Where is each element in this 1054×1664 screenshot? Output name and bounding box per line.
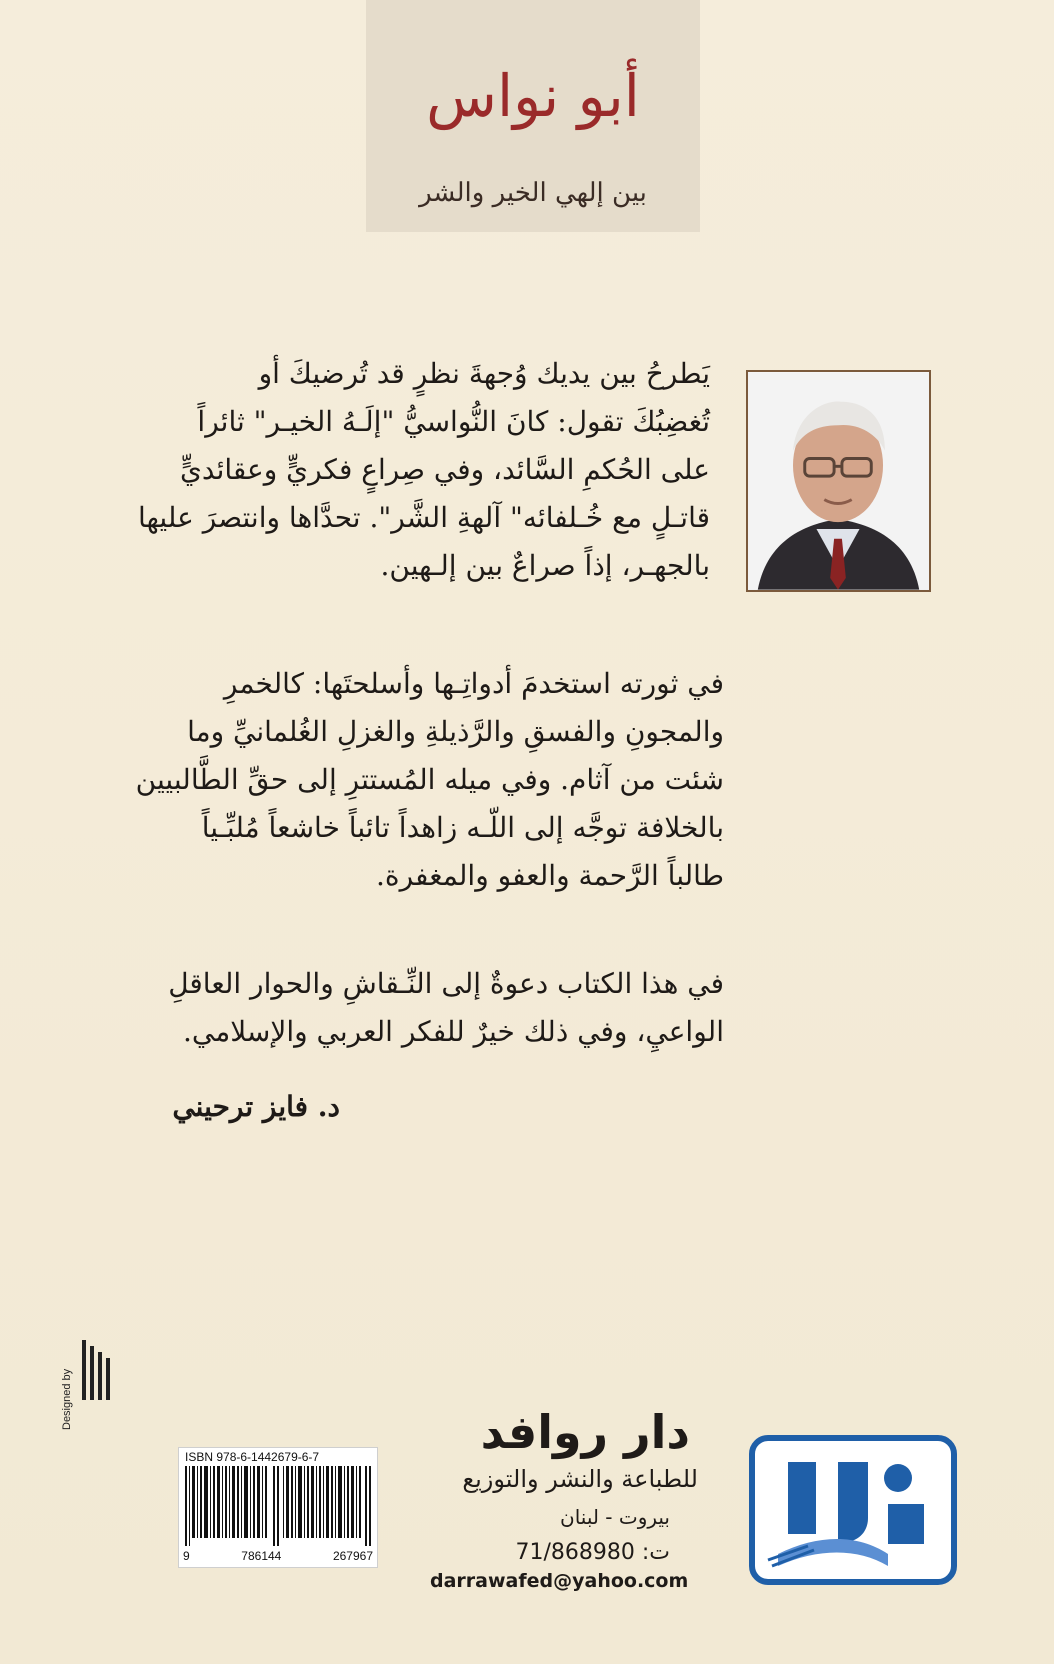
publisher-city: بيروت - لبنان	[560, 1505, 670, 1529]
isbn-label: ISBN 978-6-1442679-6-7	[185, 1450, 320, 1464]
publisher-logo	[748, 1434, 958, 1586]
blurb-paragraph-1	[137, 350, 710, 590]
blurb-line: يَطرحُ بين يديك وُجهةَ نظرٍ قد تُرضيكَ أو	[258, 357, 710, 390]
isbn-barcode	[178, 1447, 378, 1568]
publisher-tagline: للطباعة والنشر والتوزيع	[462, 1465, 698, 1493]
title-panel	[366, 0, 700, 232]
blurb-line: والمجونِ والفسقِ والرَّذيلةِ والغزلِ الغُلمانيِّ وما	[187, 715, 724, 748]
designer-logo-icon	[50, 1320, 120, 1440]
blurb-line: الواعيِ، وفي ذلك خيرٌ للفكر العربي والإسلامي.	[182, 1015, 724, 1048]
barcode-digits-right: 267967	[332, 1549, 373, 1563]
designer-credit	[50, 1320, 120, 1440]
barcode-digits-left: 786144	[241, 1549, 282, 1563]
book-title: أبو نواس	[426, 62, 640, 130]
publisher-name: دار روافد	[480, 1405, 690, 1459]
blurb-line: طالباً الرَّحمة والعفو والمغفرة.	[376, 859, 724, 892]
blurb-line: على الحُكمِ السَّائد، وفي صِراعٍ فكريٍّ وعقائديٍّ	[179, 453, 710, 486]
author-portrait-icon	[748, 372, 929, 590]
publisher-email: darrawafed@yahoo.com	[430, 1570, 689, 1592]
barcode-digits	[183, 1549, 373, 1563]
blurb-line: شئت من آثام. وفي ميله المُستترِ إلى حقِّ الطَّالبيين	[135, 763, 724, 796]
book-subtitle: بين إلهي الخير والشر	[419, 178, 647, 208]
author-photo	[746, 370, 931, 592]
barcode-digit-prefix: 9	[183, 1549, 190, 1563]
blurb-line: بالجهـر، إذاً صراعٌ بين إلـهين.	[380, 549, 710, 582]
barcode-icon	[185, 1466, 371, 1546]
blurb-line: قاتـلٍ مع خُـلفائه" آلهةِ الشَّر". تحدَّاها وانتصرَ عليها	[137, 501, 710, 534]
publisher-phone: ت: 71/868980	[515, 1540, 670, 1565]
blurb-line: تُغضِبُكَ تقول: كانَ النُّواسيُّ "إلَـهُ الخيـر" ثائراً	[197, 405, 710, 438]
author-signature: د. فايز ترحيني	[172, 1090, 340, 1123]
blurb-line: في ثورته استخدمَ أدواتِـها وأسلحتَها: كالخمرِ	[223, 667, 724, 700]
blurb-paragraph-2	[135, 660, 724, 900]
blurb-line: بالخلافة توجَّه إلى اللّـه زاهداً تائباً خاشعاً مُلبِّـياً	[201, 811, 724, 844]
blurb-paragraph-3	[140, 960, 724, 1056]
publisher-logo-icon	[748, 1434, 958, 1586]
designer-label: Designed by	[61, 1368, 73, 1430]
blurb-line: في هذا الكتاب دعوةٌ إلى النِّـقاشِ والحوار العاقلِ	[168, 967, 724, 1000]
